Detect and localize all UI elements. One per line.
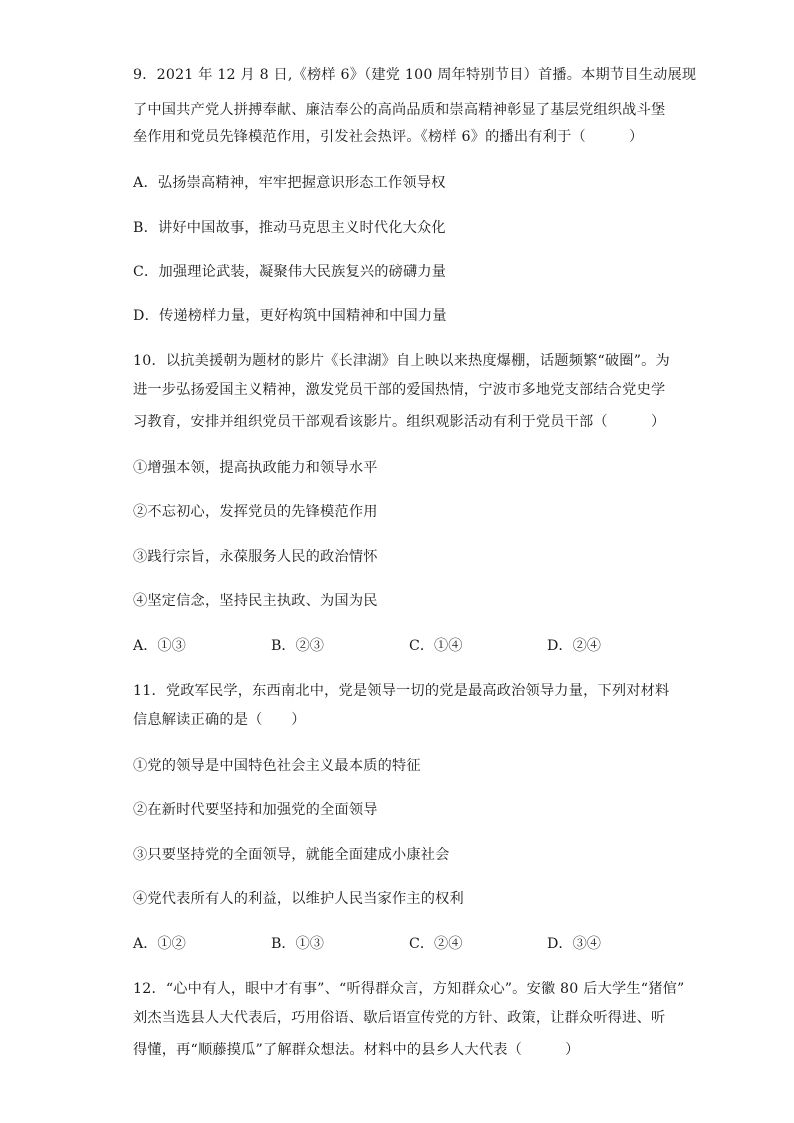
question-11-statement-1: ①党的领导是中国特色社会主义最本质的特征: [133, 758, 421, 774]
question-11-choice-c: C．②④: [409, 936, 463, 952]
question-10-line-2: 进一步弘扬爱国主义精神，激发党员干部的爱国热情，宁波市多地党支部结合党史学: [133, 382, 666, 398]
question-9-option-a: A．弘扬崇高精神，牢牢把握意识形态工作领导权: [133, 175, 446, 191]
question-9-option-b: B．讲好中国故事，推动马克思主义时代化大众化: [133, 220, 446, 236]
question-11-choice-b: B．①③: [271, 936, 324, 952]
question-11-statement-3: ③只要坚持党的全面领导，就能全面建成小康社会: [133, 847, 450, 863]
question-11-line-1: 11．党政军民学，东西南北中，党是领导一切的党是最高政治领导力量，下列对材料: [133, 683, 670, 699]
question-10-statement-3: ③践行宗旨，永葆服务人民的政治情怀: [133, 549, 378, 565]
question-10-choice-b: B．②③: [271, 638, 324, 654]
question-11-line-2: 信息解读正确的是（ ）: [133, 712, 306, 728]
question-12-line-3: 得懂，再“顺藤摸瓜”了解群众想法。材料中的县乡人大代表（ ）: [133, 1042, 580, 1058]
question-12-line-1: 12．“心中有人，眼中才有事”、“听得群众言，方知群众心”。安徽 80 后大学生“猪倌”: [133, 981, 685, 997]
question-10-line-3: 习教育，安排并组织党员干部观看该影片。组织观影活动有利于党员干部（ ）: [133, 414, 666, 430]
question-10-choice-c: C．①④: [409, 638, 463, 654]
question-11-choices: [133, 934, 673, 954]
question-9-line-1: 9．2021 年 12 月 8 日,《榜样 6》（建党 100 周年特别节目）首播。本期节目生动展现: [133, 67, 697, 83]
question-9-line-2: 了中国共产党人拼搏奉献、廉洁奉公的高尚品质和崇高精神彰显了基层党组织战斗堡: [133, 102, 666, 118]
question-9-option-d: D．传递榜样力量，更好构筑中国精神和中国力量: [133, 308, 447, 324]
question-11-statement-2: ②在新时代要坚持和加强党的全面领导: [133, 802, 378, 818]
question-11-statement-4: ④党代表所有人的利益，以维护人民当家作主的权利: [133, 891, 464, 907]
question-10-statement-1: ①增强本领，提高执政能力和领导水平: [133, 460, 378, 476]
question-9-option-c: C．加强理论武装，凝聚伟大民族复兴的磅礴力量: [133, 264, 447, 280]
question-10-choice-d: D．②④: [547, 638, 601, 654]
question-12-line-2: 刘杰当选县人大代表后，巧用俗语、歇后语宣传党的方针、政策，让群众听得进、听: [133, 1010, 666, 1026]
question-10-statement-4: ④坚定信念，坚持民主执政、为国为民: [133, 593, 378, 609]
question-10-statement-2: ②不忘初心，发挥党员的先锋模范作用: [133, 504, 378, 520]
question-9-line-3: 垒作用和党员先锋模范作用，引发社会热评。《榜样 6》的播出有利于（ ）: [133, 129, 644, 145]
question-10-choices: [133, 636, 673, 656]
question-10-choice-a: A．①③: [133, 638, 186, 654]
question-10-line-1: 10．以抗美援朝为题材的影片《长津湖》自上映以来热度爆棚，话题频繁“破圈”。为: [133, 353, 670, 369]
question-11-choice-a: A．①②: [133, 936, 186, 952]
question-11-choice-d: D．③④: [547, 936, 601, 952]
